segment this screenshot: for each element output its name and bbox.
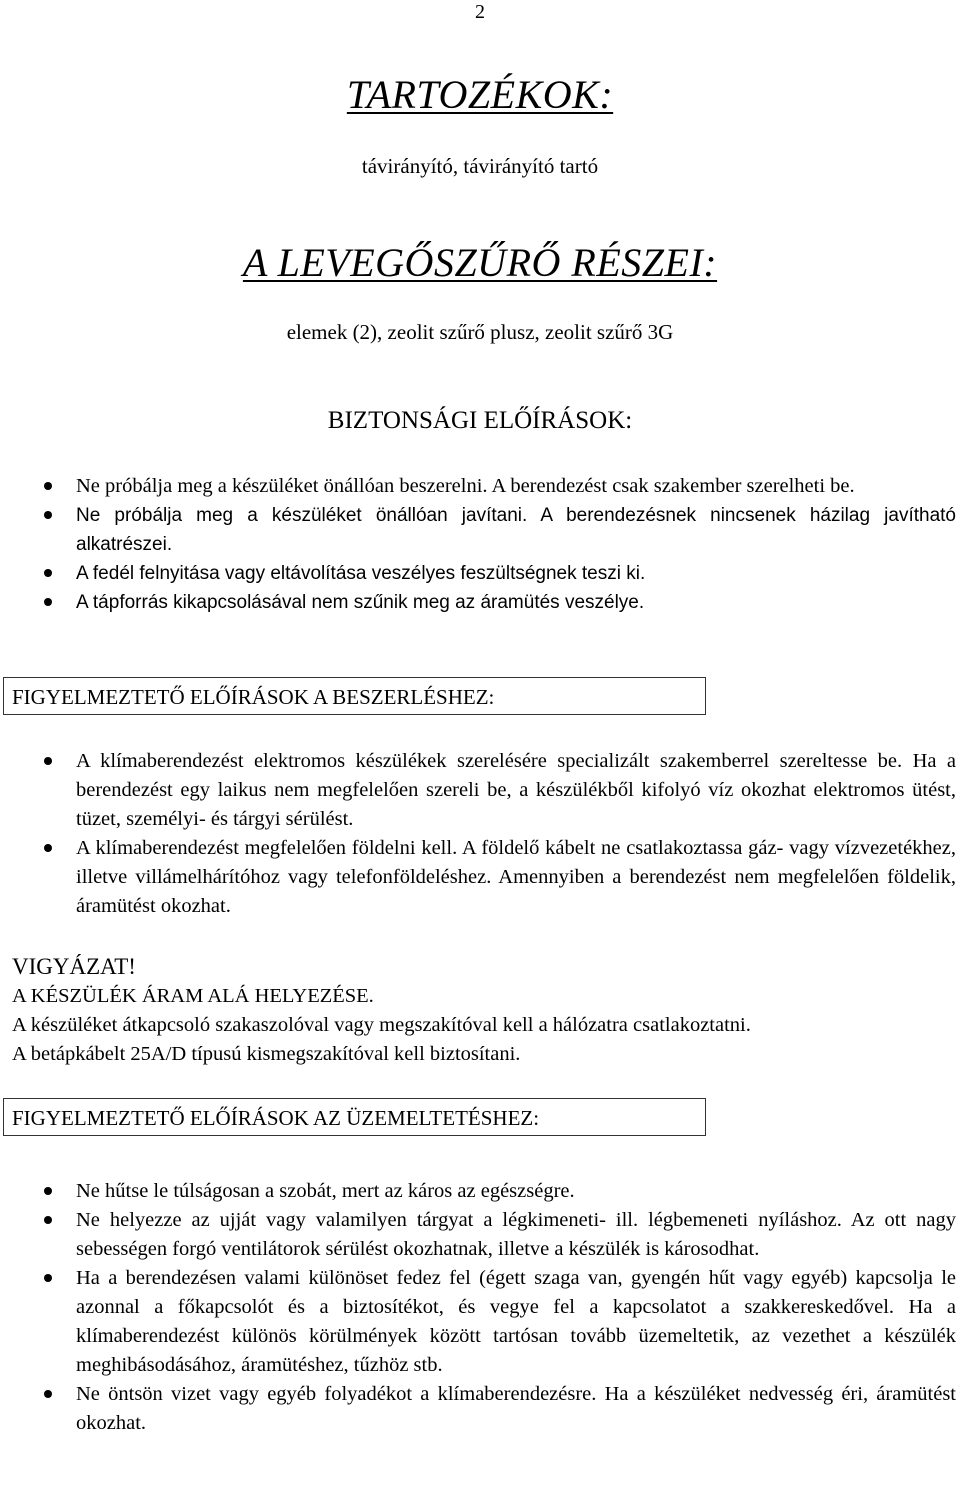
operation-warning-title: FIGYELMEZTETŐ ELŐÍRÁSOK AZ ÜZEMELTETÉSHEZ: xyxy=(3,1098,706,1136)
bullet-icon xyxy=(44,511,52,519)
list-item xyxy=(0,747,956,834)
caution-block xyxy=(12,952,952,1069)
bullet-icon xyxy=(44,1187,52,1195)
list-item-text: A fedél felnyitása vagy eltávolítása veszélyes feszültségnek teszi ki. xyxy=(76,563,646,584)
list-item-text: Ne öntsön vizet vagy egyéb folyadékot a klímaberendezésre. Ha a készüléket nedvesség éri, áramütést okozhat. xyxy=(76,1383,956,1434)
bullet-icon xyxy=(44,1390,52,1398)
operation-list xyxy=(0,1177,956,1438)
caution-line: A betápkábelt 25A/D típusú kismegszakítóval kell biztosítani. xyxy=(12,1043,521,1065)
list-item-text: Ne helyezze az ujját vagy valamilyen tárgyat a légkimeneti- ill. légbemeneti nyíláshoz. Az ott nagy sebességen forgó ventilátorok sérülést okozhatnak, illetve a készülék is károsodhat. xyxy=(76,1209,956,1260)
install-list xyxy=(0,747,956,921)
list-item-text: A klímaberendezést elektromos készülékek szerelésére specializált szakemberrel szereltesse be. Ha a berendezést egy laikus nem megfelelően szereli be, a készülékből kifolyó víz okozhat elektromos ütést, tüzet, személyi- és tárgyi sérülést. xyxy=(76,750,956,830)
bullet-icon xyxy=(44,482,52,490)
bullet-icon xyxy=(44,844,52,852)
parts-text: elemek (2), zeolit szűrő plusz, zeolit szűrő 3G xyxy=(286,320,674,344)
list-item-text: A klímaberendezést megfelelően földelni kell. A földelő kábelt ne csatlakoztassa gáz- vagy vízvezetékhez, illetve villámelhárítóhoz vagy telefonföldeléshez. Amennyiben a berendezést nem megfelelően földelik, áramütést okozhat. xyxy=(76,837,956,917)
list-item xyxy=(0,1380,956,1438)
list-item-text: Ne próbálja meg a készüléket önállóan beszerelni. A berendezést csak szakember szerelheti be. xyxy=(76,475,855,497)
list-item-text: Ha a berendezésen valami különöset fedez fel (égett szaga van, gyengén hűt vagy egyéb) kapcsolja le azonnal a főkapcsolót és a biztosítékot, és vegye fel a kapcsolatot a szakkereskedővel. Ha a klímaberendezést különös körülmények között tartósan tovább üzemeltetik, az vezethet a készülék meghibásodásához, áramütéshez, tűzhöz stb. xyxy=(76,1267,956,1376)
bullet-icon xyxy=(44,569,52,577)
bullet-icon xyxy=(44,598,52,606)
caution-line: A KÉSZÜLÉK ÁRAM ALÁ HELYEZÉSE. xyxy=(12,985,374,1007)
caution-title: VIGYÁZAT! xyxy=(12,954,136,979)
list-item xyxy=(0,472,956,501)
list-item-text: Ne hűtse le túlságosan a szobát, mert az káros az egészségre. xyxy=(76,1180,575,1202)
safety-title: BIZTONSÁGI ELŐÍRÁSOK: xyxy=(327,407,633,434)
parts-title xyxy=(0,240,960,286)
safety-list xyxy=(0,472,956,617)
parts-title-text: A LEVEGŐSZŰRŐ RÉSZEI: xyxy=(242,240,718,285)
list-item-text: Ne próbálja meg a készüléket önállóan javítani. A berendezésnek nincsenek házilag javítható alkatrészei. xyxy=(76,505,956,555)
accessories-title xyxy=(0,72,960,118)
accessories-text: távirányító, távirányító tartó xyxy=(361,154,599,178)
list-item xyxy=(0,1206,956,1264)
list-item-text: A tápforrás kikapcsolásával nem szűnik meg az áramütés veszélye. xyxy=(76,592,645,613)
list-item xyxy=(0,1177,956,1206)
install-warning-title: FIGYELMEZTETŐ ELŐÍRÁSOK A BESZERLÉSHEZ: xyxy=(3,677,706,715)
list-item xyxy=(0,834,956,921)
bullet-icon xyxy=(44,1216,52,1224)
bullet-icon xyxy=(44,1274,52,1282)
list-item xyxy=(0,1264,956,1380)
list-item xyxy=(0,501,956,559)
list-item xyxy=(0,559,956,588)
accessories-title-text: TARTOZÉKOK: xyxy=(346,72,614,117)
bullet-icon xyxy=(44,757,52,765)
page-number: 2 xyxy=(475,1,485,23)
caution-line: A készüléket átkapcsoló szakaszolóval vagy megszakítóval kell a hálózatra csatlakoztatni. xyxy=(12,1014,751,1036)
list-item xyxy=(0,588,956,617)
